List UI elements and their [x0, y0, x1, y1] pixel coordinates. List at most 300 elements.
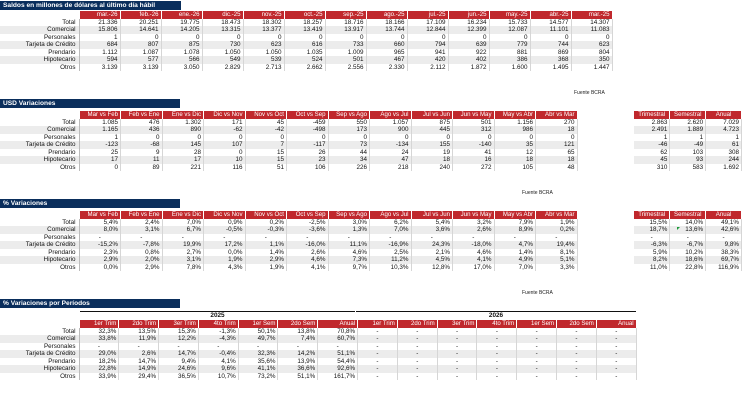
table-cell: 733 — [325, 41, 366, 49]
row-label: Otros — [0, 164, 79, 172]
table-row — [0, 141, 577, 149]
table-cell: 41,1% — [238, 365, 278, 373]
section1-title: Saldos en millones de dólares al último día hábil — [0, 1, 181, 10]
table-cell: 616 — [284, 41, 325, 49]
table-cell: 11,9% — [119, 335, 159, 343]
table-cell: 5,1% — [536, 256, 578, 264]
table-cell: 0,2% — [245, 219, 287, 227]
row-label: Prendario — [0, 49, 79, 57]
section3-source: Fuente BCRA — [522, 290, 553, 296]
table-cell: - — [517, 373, 557, 381]
table-cell: 8,0% — [79, 226, 121, 234]
table-row — [0, 49, 612, 57]
table-cell: 2,0% — [121, 256, 163, 264]
table-cell: 386 — [489, 56, 530, 64]
summary-cell: 62 — [634, 149, 670, 157]
table-cell: 420 — [407, 56, 448, 64]
row-label: Hipotecario — [0, 56, 79, 64]
table-cell: 45 — [245, 119, 287, 127]
summary-cell: 18,6% — [670, 256, 706, 264]
table-cell: 6,2% — [370, 219, 412, 227]
usd-variations-table — [0, 111, 578, 171]
pct-variations-summary-table — [634, 211, 742, 271]
table-cell: - — [517, 358, 557, 366]
table-cell: 14,2% — [278, 350, 318, 358]
table-cell: -498 — [287, 126, 329, 134]
column-header: oct.-25 — [284, 11, 325, 19]
table-cell: - — [453, 234, 495, 242]
table-row — [0, 328, 636, 336]
column-header: 1er Trim — [79, 320, 119, 328]
table-cell: 14,7% — [159, 350, 199, 358]
table-cell: - — [119, 343, 159, 351]
column-header: Ene vs Dic — [162, 211, 204, 219]
table-cell: 0,9% — [204, 219, 246, 227]
table-cell: 368 — [530, 56, 571, 64]
table-cell: 1.035 — [284, 49, 325, 57]
table-cell: 501 — [325, 56, 366, 64]
table-cell: 24 — [370, 149, 412, 157]
table-cell: -0,4% — [198, 350, 238, 358]
row-label: Personales — [0, 343, 79, 351]
table-cell: 0,0% — [204, 249, 246, 257]
table-cell: 14.577 — [530, 19, 571, 27]
table-cell: 9,6% — [198, 365, 238, 373]
table-cell: 0 — [489, 34, 530, 42]
summary-row — [634, 256, 742, 264]
table-cell: 0,2% — [536, 226, 578, 234]
row-label: Tarjeta de Crédito — [0, 350, 79, 358]
summary-cell: 18,7% — [634, 226, 670, 234]
table-cell: 3.050 — [161, 64, 202, 72]
table-cell: 0 — [121, 134, 163, 142]
column-header: Jun vs May — [453, 211, 495, 219]
table-cell: 1 — [79, 134, 121, 142]
summary-cell: 4.723 — [706, 126, 742, 134]
table-cell: 1.050 — [243, 49, 284, 57]
table-cell: - — [517, 350, 557, 358]
column-header: Sep vs Ago — [328, 211, 370, 219]
table-cell: -1,3% — [198, 328, 238, 336]
table-cell: 18.166 — [366, 19, 407, 27]
table-cell: 15 — [245, 149, 287, 157]
summary-cell: 7.029 — [706, 119, 742, 127]
table-cell: - — [204, 234, 246, 242]
table-cell: - — [536, 234, 578, 242]
table-cell: - — [79, 234, 121, 242]
table-cell: 1.057 — [370, 119, 412, 127]
table-cell: 875 — [161, 41, 202, 49]
column-header: jul.-25 — [407, 11, 448, 19]
table-cell: - — [494, 234, 536, 242]
table-row — [0, 343, 636, 351]
table-row — [0, 64, 612, 72]
table-cell: 3,6% — [411, 226, 453, 234]
row-label: Tarjeta de Crédito — [0, 41, 79, 49]
table-cell: 2,6% — [453, 226, 495, 234]
table-cell: 18 — [536, 156, 578, 164]
table-cell: 2,6% — [119, 350, 159, 358]
table-cell: 13.917 — [325, 26, 366, 34]
table-cell: - — [557, 350, 597, 358]
table-cell: 33,9% — [79, 373, 119, 381]
period-variations-table — [0, 320, 637, 380]
column-header: 4to Trim — [477, 320, 517, 328]
column-header: jun.-25 — [448, 11, 489, 19]
table-cell: 173 — [328, 126, 370, 134]
row-label: Hipotecario — [0, 156, 79, 164]
column-header: Nov vs Oct — [245, 211, 287, 219]
summary-row — [634, 249, 742, 257]
table-cell: 226 — [328, 164, 370, 172]
table-cell: 73,2% — [238, 373, 278, 381]
table-cell: 14,7% — [119, 358, 159, 366]
table-cell: 2,9% — [245, 256, 287, 264]
table-cell: 17 — [162, 156, 204, 164]
table-cell: 13,9% — [278, 358, 318, 366]
summary-cell: 1 — [706, 134, 742, 142]
table-cell: 218 — [370, 164, 412, 172]
table-cell: - — [437, 358, 477, 366]
table-cell: 524 — [284, 56, 325, 64]
table-cell: 29,4% — [119, 373, 159, 381]
table-cell: 1,9% — [536, 219, 578, 227]
table-cell: 1.112 — [79, 49, 120, 57]
table-cell: 17 — [79, 156, 121, 164]
table-cell: 7,9% — [494, 219, 536, 227]
table-cell: 0 — [328, 134, 370, 142]
summary-cell: 1.692 — [706, 164, 742, 172]
column-header: Ago vs Jul — [370, 111, 412, 119]
row-label: Total — [0, 19, 79, 27]
table-cell: - — [517, 343, 557, 351]
table-cell: 350 — [571, 56, 612, 64]
table-cell: 9 — [121, 149, 163, 157]
summary-cell: 8,2% — [634, 256, 670, 264]
table-cell: 0,0% — [79, 264, 121, 272]
section2-source: Fuente BCRA — [522, 190, 553, 196]
row-label: Hipotecario — [0, 256, 79, 264]
table-cell: - — [437, 335, 477, 343]
table-cell: 1 — [79, 34, 120, 42]
table-cell: 312 — [453, 126, 495, 134]
table-row — [0, 34, 612, 42]
table-cell: 26 — [287, 149, 329, 157]
table-cell: 18.473 — [202, 19, 243, 27]
table-cell: - — [596, 358, 636, 366]
table-cell: 12 — [494, 149, 536, 157]
table-cell: 18 — [536, 126, 578, 134]
table-cell: 60,7% — [318, 335, 358, 343]
header-corner — [0, 111, 79, 119]
table-cell: 0 — [453, 134, 495, 142]
table-cell: 881 — [489, 49, 530, 57]
row-label: Comercial — [0, 26, 79, 34]
table-cell: 550 — [328, 119, 370, 127]
table-cell: - — [358, 335, 398, 343]
table-cell: 0 — [284, 34, 325, 42]
table-cell: 660 — [366, 41, 407, 49]
table-cell: 0 — [571, 34, 612, 42]
summary-row — [634, 226, 742, 234]
table-cell: - — [557, 373, 597, 381]
table-cell: 7,0% — [494, 264, 536, 272]
column-header: Anual — [318, 320, 358, 328]
table-cell: 1.302 — [162, 119, 204, 127]
table-cell: - — [596, 343, 636, 351]
table-cell: 10 — [204, 156, 246, 164]
table-cell: 18,2% — [79, 358, 119, 366]
summary-cell: 15,5% — [634, 219, 670, 227]
summary-cell: 583 — [670, 164, 706, 172]
table-cell: 20.251 — [120, 19, 161, 27]
table-cell: 2.330 — [366, 64, 407, 72]
table-row — [0, 219, 577, 227]
table-cell: 4,1% — [198, 358, 238, 366]
table-cell: - — [437, 373, 477, 381]
table-cell: 23 — [287, 156, 329, 164]
table-cell: 121 — [536, 141, 578, 149]
table-cell: 965 — [366, 49, 407, 57]
table-cell: 19.775 — [161, 19, 202, 27]
table-cell: 28 — [162, 149, 204, 157]
column-header: 3er Trim — [159, 320, 199, 328]
table-cell: - — [477, 328, 517, 336]
column-header: Abr vs Mar — [536, 111, 578, 119]
table-cell: 794 — [407, 41, 448, 49]
table-cell: 4,1% — [453, 256, 495, 264]
column-header: Mar vs Feb — [79, 111, 121, 119]
table-row — [0, 358, 636, 366]
table-cell: 19,4% — [536, 241, 578, 249]
table-cell: 4,7% — [494, 241, 536, 249]
table-cell: 0 — [536, 134, 578, 142]
table-cell: 1,4% — [494, 249, 536, 257]
balances-table — [0, 11, 613, 71]
table-cell: 16.234 — [448, 19, 489, 27]
table-cell: 44 — [328, 149, 370, 157]
table-row — [0, 256, 577, 264]
column-header: Mar vs Feb — [79, 211, 121, 219]
table-cell: 0 — [530, 34, 571, 42]
table-cell: 17,0% — [453, 264, 495, 272]
column-header: 4to Trim — [198, 320, 238, 328]
table-cell: 2,1% — [411, 249, 453, 257]
row-label: Comercial — [0, 335, 79, 343]
table-row — [0, 249, 577, 257]
table-cell: -7,8% — [121, 241, 163, 249]
table-cell: - — [557, 335, 597, 343]
table-cell: 0 — [243, 34, 284, 42]
table-cell: 2,3% — [79, 249, 121, 257]
table-cell: -16,9% — [370, 241, 412, 249]
table-row — [0, 241, 577, 249]
row-label: Total — [0, 328, 79, 336]
table-cell: 0 — [120, 34, 161, 42]
table-cell: 402 — [448, 56, 489, 64]
table-cell: 1,1% — [245, 241, 287, 249]
table-cell: 10,7% — [198, 373, 238, 381]
row-label: Otros — [0, 64, 79, 72]
table-cell: 1.085 — [79, 119, 121, 127]
table-cell: - — [596, 328, 636, 336]
summary-cell: - — [706, 234, 742, 242]
table-row — [0, 234, 577, 242]
summary-row — [634, 264, 742, 272]
summary-cell: 69,7% — [706, 256, 742, 264]
table-cell: 0 — [79, 164, 121, 172]
table-cell: - — [596, 350, 636, 358]
summary-row — [634, 141, 742, 149]
table-cell: - — [596, 365, 636, 373]
summary-cell: 42,6% — [706, 226, 742, 234]
table-cell: - — [328, 234, 370, 242]
section4-title: % Variaciones por Períodos — [0, 299, 180, 308]
table-cell: 0 — [325, 34, 366, 42]
table-cell: 12.399 — [448, 26, 489, 34]
table-cell: 639 — [448, 41, 489, 49]
table-cell: 623 — [243, 41, 284, 49]
table-cell: - — [477, 343, 517, 351]
table-cell: - — [278, 343, 318, 351]
table-cell: - — [437, 328, 477, 336]
table-cell: -140 — [453, 141, 495, 149]
table-cell: 270 — [536, 119, 578, 127]
table-cell: 1.087 — [120, 49, 161, 57]
table-cell: 35,6% — [238, 358, 278, 366]
table-cell: -0,3% — [245, 226, 287, 234]
table-cell: 24,3% — [411, 241, 453, 249]
summary-row — [634, 134, 742, 142]
table-cell: 501 — [453, 119, 495, 127]
summary-cell: -49 — [670, 141, 706, 149]
table-cell: 25 — [79, 149, 121, 157]
table-cell: 18 — [411, 156, 453, 164]
table-cell: 0 — [204, 149, 246, 157]
table-cell: - — [397, 365, 437, 373]
table-cell: -18,0% — [453, 241, 495, 249]
table-row — [0, 19, 612, 27]
summary-cell: -46 — [634, 141, 670, 149]
table-cell: 1.009 — [325, 49, 366, 57]
column-header: Ene vs Dic — [162, 111, 204, 119]
table-cell: - — [477, 335, 517, 343]
table-cell: 15.806 — [79, 26, 120, 34]
table-cell: 7,8% — [162, 264, 204, 272]
table-cell: 8,9% — [494, 226, 536, 234]
table-cell: - — [437, 350, 477, 358]
table-row — [0, 335, 636, 343]
column-header: 2do Sem — [278, 320, 318, 328]
table-cell: 3,3% — [536, 264, 578, 272]
table-row — [0, 119, 577, 127]
table-cell: 539 — [243, 56, 284, 64]
table-cell: 7 — [245, 141, 287, 149]
table-cell: 779 — [489, 41, 530, 49]
year-2025-label: 2025 — [80, 311, 355, 321]
table-cell: 116 — [204, 164, 246, 172]
summary-column-header: Anual — [706, 111, 742, 119]
table-cell: - — [557, 328, 597, 336]
summary-cell: 103 — [670, 149, 706, 157]
table-cell: 13,8% — [278, 328, 318, 336]
table-cell: 13.377 — [243, 26, 284, 34]
table-cell: - — [79, 343, 119, 351]
summary-column-header: Semestral — [670, 111, 706, 119]
summary-cell: 1.889 — [670, 126, 706, 134]
cell-comment-marker — [677, 227, 680, 230]
summary-cell: 45 — [634, 156, 670, 164]
table-cell: 7,4% — [278, 335, 318, 343]
table-cell: 50,1% — [238, 328, 278, 336]
table-cell: 0 — [161, 34, 202, 42]
table-cell: 89 — [121, 164, 163, 172]
table-cell: 15 — [245, 156, 287, 164]
table-cell: 941 — [407, 49, 448, 57]
table-cell: - — [437, 365, 477, 373]
table-row — [0, 164, 577, 172]
summary-cell: -6,7% — [670, 241, 706, 249]
table-cell: 869 — [530, 49, 571, 57]
table-cell: 7,0% — [162, 219, 204, 227]
summary-column-header: Semestral — [670, 211, 706, 219]
row-label: Personales — [0, 134, 79, 142]
table-cell: 3,1% — [162, 256, 204, 264]
column-header: 2do Trim — [119, 320, 159, 328]
table-row — [0, 226, 577, 234]
table-row — [0, 156, 577, 164]
summary-cell: 310 — [634, 164, 670, 172]
table-cell: 24,6% — [159, 365, 199, 373]
summary-row — [634, 241, 742, 249]
column-header: May vs Abr — [494, 111, 536, 119]
table-cell: 2.556 — [325, 64, 366, 72]
table-cell: - — [437, 343, 477, 351]
table-cell: 13.419 — [284, 26, 325, 34]
table-cell: 2,9% — [121, 264, 163, 272]
summary-cell: 308 — [706, 149, 742, 157]
summary-cell: 38,3% — [706, 249, 742, 257]
table-cell: 436 — [121, 126, 163, 134]
summary-cell: -6,3% — [634, 241, 670, 249]
table-cell: 2.662 — [284, 64, 325, 72]
table-cell: - — [358, 343, 398, 351]
table-cell: - — [477, 365, 517, 373]
table-cell: 1.495 — [530, 64, 571, 72]
table-cell: 36,6% — [278, 365, 318, 373]
column-header: Nov vs Oct — [245, 111, 287, 119]
table-cell: - — [517, 335, 557, 343]
summary-row — [634, 119, 742, 127]
summary-row — [634, 234, 742, 242]
summary-cell: 2.491 — [634, 126, 670, 134]
column-header: Jul vs Jun — [411, 211, 453, 219]
table-cell: 16 — [453, 156, 495, 164]
column-header: Ago vs Jul — [370, 211, 412, 219]
table-cell: 32,3% — [238, 350, 278, 358]
table-cell: 1.156 — [494, 119, 536, 127]
column-header: feb.-26 — [120, 11, 161, 19]
table-cell: 32,3% — [79, 328, 119, 336]
table-cell: 1.165 — [79, 126, 121, 134]
table-cell: -123 — [79, 141, 121, 149]
table-cell: - — [238, 343, 278, 351]
table-row — [0, 264, 577, 272]
summary-column-header: Trimestral — [634, 111, 670, 119]
column-header: May vs Abr — [494, 211, 536, 219]
table-cell: 14,9% — [119, 365, 159, 373]
table-cell: 9,4% — [159, 358, 199, 366]
